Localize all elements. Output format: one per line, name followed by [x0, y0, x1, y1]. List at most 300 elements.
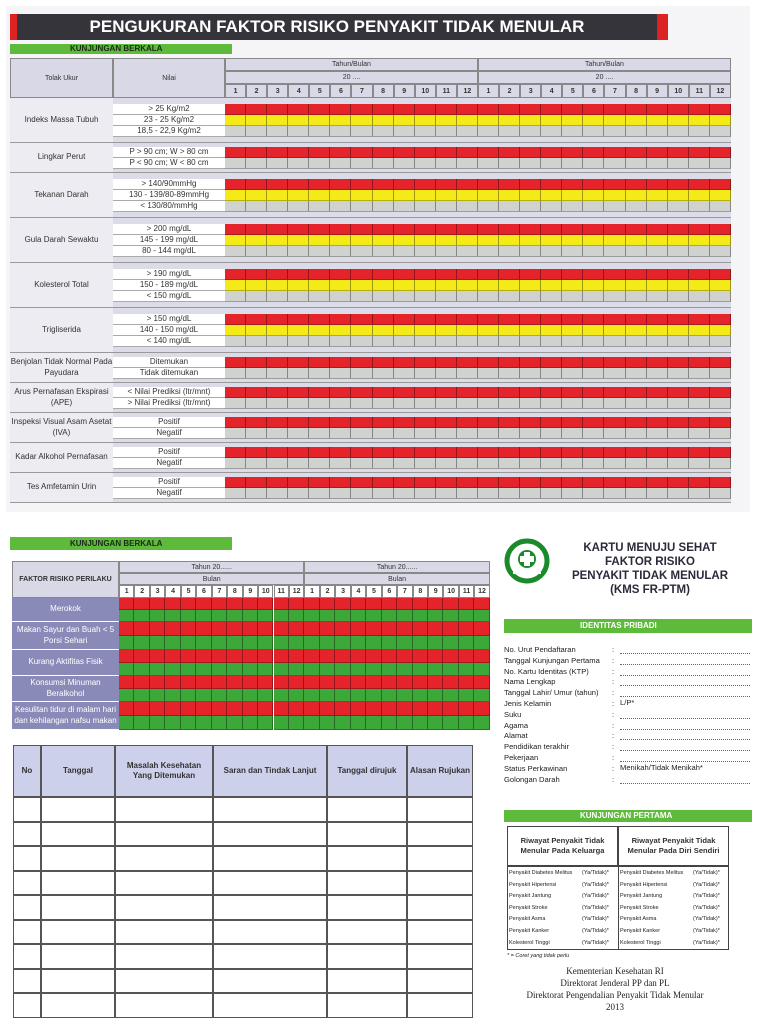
- grid-cell: [689, 179, 710, 190]
- behavior-cell: [320, 689, 335, 702]
- value-label: > 200 mg/dL: [113, 224, 225, 235]
- grid-cell: [373, 201, 394, 212]
- self-disease: Penyakit Jantung: [620, 893, 663, 900]
- grid-cell: [373, 398, 394, 409]
- grid-cell: [710, 357, 731, 368]
- grid-cell: [626, 387, 647, 398]
- grid-cell: [415, 224, 436, 235]
- grid-cell: [520, 158, 541, 169]
- grid-cell: [583, 428, 604, 439]
- grid-cell: [626, 179, 647, 190]
- grid-cell: [436, 235, 457, 246]
- grid-cell: [351, 291, 372, 302]
- grid-cell: [457, 190, 478, 201]
- grid-cell: [309, 126, 330, 137]
- grid-cell: [604, 477, 625, 488]
- referral-col-header: No: [13, 745, 41, 797]
- grid-cell: [415, 235, 436, 246]
- grid-cell: [394, 147, 415, 158]
- grid-cell: [457, 280, 478, 291]
- behavior-cell: [474, 636, 489, 650]
- grid-cell: [246, 428, 267, 439]
- grid-cell: [351, 336, 372, 347]
- grid-cell: [626, 428, 647, 439]
- grid-cell: [541, 126, 562, 137]
- self-yn: (Ya/Tidak)*: [693, 939, 720, 946]
- behavior-cell: [428, 636, 443, 650]
- grid-cell: [562, 428, 583, 439]
- grid-cell: [668, 368, 689, 379]
- grid-cell: [457, 398, 478, 409]
- grid-cell: [373, 104, 394, 115]
- family-disease: Penyakit Stroke: [509, 904, 548, 911]
- grid-cell: [583, 126, 604, 137]
- behavior-cell: [397, 663, 412, 676]
- value-label: Negatif: [113, 488, 225, 499]
- self-yn: (Ya/Tidak)*: [693, 904, 720, 911]
- behavior-cell: [212, 716, 227, 730]
- grid-cell: [267, 325, 288, 336]
- behavior-cell: [165, 676, 180, 689]
- grid-cell: [330, 398, 351, 409]
- behavior-cell: [413, 598, 428, 610]
- behavior-cell: [134, 716, 149, 730]
- grid-cell: [710, 398, 731, 409]
- grid-cell: [288, 280, 309, 291]
- month-header: 11: [436, 84, 457, 98]
- identity-field-value: [620, 645, 750, 654]
- month-header: 11: [459, 585, 474, 598]
- month-header: 3: [267, 84, 288, 98]
- grid-cell: [562, 235, 583, 246]
- grid-cell: [225, 357, 246, 368]
- grid-cell: [604, 280, 625, 291]
- grid-cell: [520, 398, 541, 409]
- year-header: 20 ....: [225, 71, 478, 84]
- grid-cell: [288, 104, 309, 115]
- grid-cell: [436, 368, 457, 379]
- grid-cell: [478, 201, 499, 212]
- grid-cell: [415, 447, 436, 458]
- grid-cell: [436, 126, 457, 137]
- behavior-cell: [428, 689, 443, 702]
- grid-cell: [499, 269, 520, 280]
- behavior-cell: [366, 636, 381, 650]
- grid-cell: [309, 291, 330, 302]
- grid-cell: [351, 447, 372, 458]
- behavior-cell: [428, 716, 443, 730]
- grid-cell: [246, 336, 267, 347]
- grid-cell: [626, 291, 647, 302]
- behavior-cell: [320, 663, 335, 676]
- grid-cell: [373, 158, 394, 169]
- month-header: 10: [443, 585, 458, 598]
- grid-cell: [436, 158, 457, 169]
- behavior-cell: [196, 663, 211, 676]
- month-header: 8: [373, 84, 394, 98]
- grid-cell: [225, 368, 246, 379]
- grid-cell: [626, 477, 647, 488]
- grid-cell: [351, 458, 372, 469]
- grid-cell: [478, 477, 499, 488]
- family-disease: Penyakit Hipertensi: [509, 881, 557, 888]
- grid-cell: [710, 336, 731, 347]
- grid-cell: [541, 235, 562, 246]
- grid-cell: [225, 201, 246, 212]
- grid-cell: [478, 428, 499, 439]
- grid-cell: [457, 179, 478, 190]
- grid-cell: [583, 269, 604, 280]
- grid-cell: [604, 387, 625, 398]
- grid-cell: [436, 179, 457, 190]
- behavior-cell: [150, 702, 165, 716]
- colon: :: [612, 763, 615, 773]
- value-label: 150 - 189 mg/dL: [113, 280, 225, 291]
- grid-cell: [562, 224, 583, 235]
- behavior-cell: [351, 650, 366, 663]
- grid-cell: [436, 104, 457, 115]
- grid-cell: [351, 357, 372, 368]
- grid-cell: [604, 235, 625, 246]
- grid-cell: [225, 104, 246, 115]
- grid-cell: [499, 447, 520, 458]
- grid-cell: [689, 314, 710, 325]
- grid-cell: [520, 336, 541, 347]
- grid-cell: [647, 368, 668, 379]
- grid-cell: [373, 126, 394, 137]
- behavior-cell: [335, 636, 350, 650]
- month-header: 4: [351, 585, 366, 598]
- grid-cell: [520, 201, 541, 212]
- behavior-cell: [320, 676, 335, 689]
- grid-cell: [541, 224, 562, 235]
- grid-cell: [246, 201, 267, 212]
- behavior-cell: [320, 702, 335, 716]
- grid-cell: [373, 115, 394, 126]
- grid-cell: [267, 368, 288, 379]
- behavior-cell: [459, 689, 474, 702]
- referral-cell: [13, 871, 41, 896]
- behavior-label: Makan Sayur dan Buah < 5 Porsi Sehari: [12, 622, 119, 650]
- grid-cell: [562, 104, 583, 115]
- grid-cell: [267, 179, 288, 190]
- grid-cell: [373, 488, 394, 499]
- grid-cell: [520, 387, 541, 398]
- grid-cell: [415, 115, 436, 126]
- referral-cell: [41, 920, 115, 945]
- grid-cell: [499, 179, 520, 190]
- grid-cell: [647, 314, 668, 325]
- referral-cell: [41, 969, 115, 994]
- grid-cell: [373, 269, 394, 280]
- grid-cell: [710, 104, 731, 115]
- grid-cell: [225, 147, 246, 158]
- behavior-cell: [289, 676, 304, 689]
- grid-cell: [457, 126, 478, 137]
- row-label: Tekanan Darah: [10, 173, 113, 218]
- grid-cell: [267, 477, 288, 488]
- behavior-cell: [134, 676, 149, 689]
- grid-cell: [499, 291, 520, 302]
- grid-cell: [330, 325, 351, 336]
- grid-cell: [436, 447, 457, 458]
- family-disease: Penyakit Kanker: [509, 928, 550, 934]
- behavior-cell: [335, 716, 350, 730]
- grid-cell: [330, 417, 351, 428]
- grid-cell: [499, 325, 520, 336]
- grid-cell: [710, 179, 731, 190]
- grid-cell: [541, 488, 562, 499]
- grid-cell: [309, 246, 330, 257]
- grid-cell: [562, 447, 583, 458]
- riwayat-keluarga-header: Riwayat Penyakit Tidak Menular Pada Keluarga: [507, 826, 618, 866]
- grid-cell: [689, 387, 710, 398]
- grid-cell: [647, 458, 668, 469]
- grid-cell: [246, 126, 267, 137]
- behavior-cell: [212, 598, 227, 610]
- month-header: 8: [227, 585, 242, 598]
- grid-cell: [415, 398, 436, 409]
- grid-cell: [436, 428, 457, 439]
- behavior-cell: [474, 676, 489, 689]
- identity-field-label: Status Perkawinan: [504, 763, 568, 773]
- grid-cell: [351, 280, 372, 291]
- grid-cell: [668, 235, 689, 246]
- grid-cell: [562, 336, 583, 347]
- grid-cell: [604, 179, 625, 190]
- referral-cell: [407, 895, 473, 920]
- referral-cell: [115, 993, 213, 1018]
- grid-cell: [351, 488, 372, 499]
- grid-cell: [288, 224, 309, 235]
- month-header: 12: [474, 585, 489, 598]
- referral-cell: [327, 895, 407, 920]
- grid-cell: [225, 325, 246, 336]
- grid-cell: [478, 158, 499, 169]
- identity-field-value: [620, 667, 750, 676]
- grid-cell: [668, 417, 689, 428]
- behavior-cell: [397, 598, 412, 610]
- behavior-cell: [274, 650, 289, 663]
- grid-cell: [394, 417, 415, 428]
- behavior-cell: [382, 716, 397, 730]
- grid-cell: [478, 488, 499, 499]
- grid-cell: [710, 269, 731, 280]
- grid-cell: [583, 235, 604, 246]
- grid-cell: [541, 158, 562, 169]
- behavior-cell: [351, 622, 366, 636]
- grid-cell: [520, 477, 541, 488]
- behavior-cell: [258, 676, 273, 689]
- grid-cell: [710, 158, 731, 169]
- referral-cell: [213, 895, 327, 920]
- grid-cell: [668, 201, 689, 212]
- grid-cell: [668, 488, 689, 499]
- referral-cell: [327, 920, 407, 945]
- behavior-cell: [320, 610, 335, 622]
- colon: :: [612, 774, 615, 784]
- grid-cell: [246, 246, 267, 257]
- value-label: 130 - 139/80-89mmHg: [113, 190, 225, 201]
- grid-cell: [394, 428, 415, 439]
- grid-cell: [647, 147, 668, 158]
- behavior-cell: [351, 598, 366, 610]
- grid-cell: [309, 488, 330, 499]
- grid-cell: [478, 280, 499, 291]
- grid-cell: [288, 147, 309, 158]
- identity-field-label: Pendidikan terakhir: [504, 742, 570, 752]
- grid-cell: [668, 336, 689, 347]
- grid-cell: [689, 428, 710, 439]
- grid-cell: [436, 387, 457, 398]
- grid-cell: [288, 428, 309, 439]
- referral-cell: [41, 993, 115, 1018]
- grid-cell: [415, 477, 436, 488]
- grid-cell: [351, 179, 372, 190]
- month-header: 10: [415, 84, 436, 98]
- grid-cell: [330, 104, 351, 115]
- grid-cell: [415, 246, 436, 257]
- spacer: [113, 499, 731, 503]
- grid-cell: [583, 104, 604, 115]
- behavior-cell: [181, 676, 196, 689]
- family-yn: (Ya/Tidak)*: [582, 939, 609, 946]
- grid-cell: [288, 398, 309, 409]
- behavior-cell: [134, 636, 149, 650]
- grid-cell: [373, 190, 394, 201]
- grid-cell: [583, 158, 604, 169]
- behavior-cell: [443, 676, 458, 689]
- grid-cell: [457, 357, 478, 368]
- behavior-cell: [274, 663, 289, 676]
- grid-cell: [457, 458, 478, 469]
- self-disease: Penyakit Hipertensi: [620, 881, 668, 888]
- grid-cell: [225, 179, 246, 190]
- grid-cell: [330, 357, 351, 368]
- referral-cell: [41, 944, 115, 969]
- grid-cell: [373, 447, 394, 458]
- family-yn: (Ya/Tidak)*: [582, 904, 609, 911]
- behavior-cell: [474, 689, 489, 702]
- grid-cell: [604, 398, 625, 409]
- grid-cell: [267, 147, 288, 158]
- behavior-cell: [351, 610, 366, 622]
- grid-cell: [394, 190, 415, 201]
- behavior-cell: [119, 689, 134, 702]
- behavior-cell: [304, 689, 319, 702]
- grid-cell: [373, 458, 394, 469]
- grid-cell: [288, 387, 309, 398]
- behavior-cell: [150, 716, 165, 730]
- grid-cell: [288, 458, 309, 469]
- grid-cell: [499, 314, 520, 325]
- month-header: 5: [366, 585, 381, 598]
- grid-cell: [520, 115, 541, 126]
- grid-cell: [710, 235, 731, 246]
- colon: :: [612, 720, 615, 730]
- grid-cell: [689, 104, 710, 115]
- grid-cell: [351, 428, 372, 439]
- behavior-cell: [181, 636, 196, 650]
- page-title: PENGUKURAN FAKTOR RISIKO PENYAKIT TIDAK MENULAR: [10, 14, 668, 40]
- grid-cell: [351, 147, 372, 158]
- identity-field-label: Tanggal Lahir/ Umur (tahun): [504, 688, 599, 698]
- grid-cell: [288, 269, 309, 280]
- referral-cell: [13, 895, 41, 920]
- grid-cell: [604, 115, 625, 126]
- behavior-cell: [212, 702, 227, 716]
- grid-cell: [562, 158, 583, 169]
- grid-cell: [288, 115, 309, 126]
- referral-cell: [13, 822, 41, 847]
- behavior-cell: [382, 622, 397, 636]
- grid-cell: [647, 179, 668, 190]
- grid-cell: [267, 104, 288, 115]
- grid-cell: [288, 158, 309, 169]
- grid-cell: [668, 447, 689, 458]
- grid-cell: [267, 387, 288, 398]
- grid-cell: [415, 387, 436, 398]
- grid-cell: [225, 115, 246, 126]
- bulan-header: Bulan: [304, 573, 489, 585]
- grid-cell: [710, 428, 731, 439]
- referral-cell: [327, 944, 407, 969]
- grid-cell: [246, 488, 267, 499]
- grid-cell: [330, 291, 351, 302]
- behavior-cell: [335, 663, 350, 676]
- behavior-cell: [196, 598, 211, 610]
- grid-cell: [373, 387, 394, 398]
- grid-cell: [394, 447, 415, 458]
- behavior-cell: [196, 676, 211, 689]
- behavior-label: Kesulitan tidur di malam hari dan kehilangan nafsu makan: [12, 702, 119, 730]
- grid-cell: [710, 368, 731, 379]
- footnote: * = Coret yang tidak perlu: [507, 953, 570, 959]
- month-header: 4: [288, 84, 309, 98]
- identity-field-value: [620, 710, 750, 719]
- grid-cell: [309, 147, 330, 158]
- grid-cell: [668, 291, 689, 302]
- grid-cell: [710, 280, 731, 291]
- grid-cell: [309, 336, 330, 347]
- grid-cell: [583, 291, 604, 302]
- grid-cell: [626, 235, 647, 246]
- behavior-cell: [165, 650, 180, 663]
- grid-cell: [330, 428, 351, 439]
- grid-cell: [668, 147, 689, 158]
- grid-cell: [373, 428, 394, 439]
- grid-cell: [541, 314, 562, 325]
- month-header: 9: [428, 585, 443, 598]
- grid-cell: [267, 235, 288, 246]
- referral-cell: [115, 797, 213, 822]
- value-label: < 140 mg/dL: [113, 336, 225, 347]
- grid-cell: [394, 269, 415, 280]
- identity-field-label: Jenis Kelamin: [504, 699, 552, 708]
- referral-cell: [41, 822, 115, 847]
- grid-cell: [710, 190, 731, 201]
- grid-cell: [394, 325, 415, 336]
- month-header: 5: [309, 84, 330, 98]
- grid-cell: [583, 398, 604, 409]
- behavior-cell: [212, 650, 227, 663]
- month-header: 1: [119, 585, 134, 598]
- grid-cell: [330, 447, 351, 458]
- grid-cell: [330, 488, 351, 499]
- grid-cell: [626, 147, 647, 158]
- behavior-cell: [134, 610, 149, 622]
- grid-cell: [668, 458, 689, 469]
